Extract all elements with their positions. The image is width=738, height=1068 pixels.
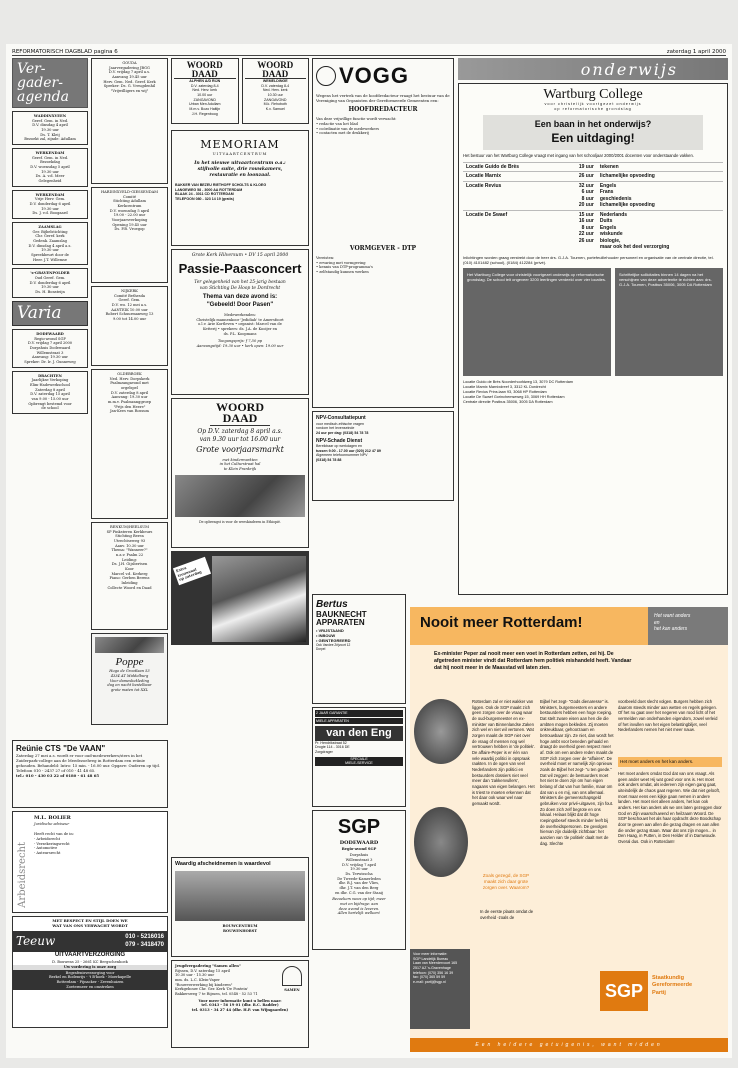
woord-daad-logo-3: WOORD DAAD — [210, 402, 270, 426]
rotterdam-quote1: Zoals gezegd, de SGP maakt zich daar grote zorgen over. Waarom? — [482, 873, 530, 890]
onderwijs-banner — [458, 58, 728, 80]
varia-item — [12, 329, 88, 368]
job-subject: tekenen — [599, 163, 619, 170]
sgp-regio-foot: Bezoekers wees op tijd; meer met en bijdrage: aan deze avond is leveren. Allen hartelijk welkom! — [332, 897, 386, 916]
wartburg-photo-row — [463, 268, 723, 376]
vogg-emblem-icon — [316, 66, 336, 86]
wartburg-headline2: Een uitdaging! — [551, 130, 635, 145]
page-header — [12, 44, 726, 56]
passie-body: Medewerkenden: Christelijk mannenkoor 'Jedidiah' te Amersfoort o.l.v. Arie Kortleven • organist: Marcel van de Ketterij • sprekers: ds. J.A. de Kooijer en ds. P.L. Koopmans — [196, 312, 284, 336]
onderwijs-section — [458, 58, 728, 602]
wartburg-ad — [458, 83, 728, 595]
npv-t2: voor medisch-ethische vragen — [316, 421, 364, 426]
varia-item — [12, 371, 88, 414]
passie-top: Grote Kerk Hilversum • DV 15 april 2000 — [191, 253, 289, 258]
woord3-title: Grote voorjaarsmarkt — [196, 445, 284, 455]
teeuw-title: UITVAARTVERZORGING — [54, 952, 126, 959]
npv-t6: Bereikbaar op werkdagen en — [316, 444, 362, 449]
woord-daad-logo-2: WOORD DAAD — [245, 61, 307, 79]
vergader-place: ZAAMSLAG — [38, 225, 62, 230]
memoriam-address: BAKKER VAN BEZEU RIETHOFF SCHOLTS & KLOEG LANGEWEG 58 - 3000 AA ROTTERDAM BLAAK 24 - 3011 CD ROTTERDAM TELEFOON 080 - 323 14 19 (gratis) — [175, 182, 267, 201]
job-hours: 15 uur 16 uur 8 uur 22 uur 26 uur — [578, 211, 594, 244]
vergader-header — [12, 58, 88, 108]
bolier-name: M.L. BOLIER — [34, 815, 71, 821]
wartburg-tagline: voor christelijk voortgezet onderwijs op reformatorische grondslag — [544, 102, 642, 111]
ads-column — [171, 58, 309, 758]
wartburg-side-text: Schriftelijke sollicitaties binnen 14 dagen na het verschijnen van deze advertentie te richten aan: drs. G.J.A. Tournen, Postbus 35006, 3005 DA Rotterdam — [619, 271, 712, 288]
vogg-title-2: VORMGEVER - DTP — [349, 245, 417, 253]
vergader-title: Ver- gader- agenda — [17, 61, 69, 105]
passie-lead: Ter gelegenheid van het 25-jarig bestaan van Stichting De Hoop te Dordrecht — [194, 279, 286, 291]
varia-text: Regio-avond SGP D.V. vrijdag 7 april 2000 Dorpshuis Dodewaard Willemstraat 3 Aanvang: 19.30 uur Spreker: Dr. Ir. J. Gunneweg — [24, 336, 76, 364]
rotterdam-col3: voorbeeld doet slecht volgen. Burgers hebben zich daarom steeds minder aan wetten en regels gelegen. Of het nu gaat over het negeren van rood licht of het vermelden van onderhanden eigendom, zowel verleid of het invullen van het eigen belastingbiljet, veel Nederlanders nemen het niet meer nauw. — [618, 699, 718, 733]
woord-daad-pair — [171, 58, 309, 127]
varia-header — [12, 301, 88, 326]
sgp-regio-body: Dorpshuis Willemstraat 3 D.V. vrijdag 7 april 19.30 uur Ds. Terwisscha De Tweede-Kamerleden dhr. B.J. van der Vlies, dhr. J.T. van den Berg en dhr. C.G. van der Staaij — [335, 853, 383, 895]
right-ads-column — [312, 594, 406, 1054]
job-location: Locatie De Swaef — [466, 211, 508, 218]
job-subject: Engels Frans geschiedenis lichamelijke opvoeding — [599, 182, 655, 209]
job-row — [463, 172, 723, 182]
teeuw-top: MET RESPECT EN STIJL DOEN WE WAT VAN ONS VERWACHT WORDT — [52, 918, 128, 928]
vergader-item — [12, 148, 88, 187]
vergader-item — [12, 111, 88, 145]
newspaper-page — [6, 44, 732, 1058]
rotterdam-slogan: Een heldere getuigenis, want midden — [410, 1038, 728, 1052]
vdeng-g1: 2 JAAR GARANTIE — [315, 710, 403, 717]
waardig-footer: ROUWCENTRUM ROUWENHORST — [222, 924, 258, 933]
notice-hardinxveld: HARDINXVELD-GIESSENDAM Comité Stichting Adullam Kerkcentrum D.V. woensdag 5 april 19.00 - 22.00 uur Voorjaarsverkoping Opening 19.45 uur Ds. P.B. Vroegop — [91, 187, 168, 283]
woord3-time: van 9.30 uur tot 16.00 uur — [199, 435, 281, 443]
memoriam-sub: UITVAARTCENTRUM — [212, 152, 268, 157]
header-left: REFORMATORISCH DAGBLAD pagina 6 — [12, 49, 118, 55]
rotterdam-col1b: In de eerste plaats omdat de overheid -zoals de — [480, 909, 534, 920]
passie-title: Passie-Paasconcert — [178, 260, 302, 276]
notice-renkum: RENKUM/HEELSUM SP Pinksteren Kerkbeurs Stichting Berea Utrechtseweg 93 Aanv. 10.30 uur Thema: "Wanneer?" n.a.v. Psalm 22 Leiding: Ds. J.H. Gijsbertsen Koor Marcel v.d. Kerkerg Piano: Gerben Berens Inleiding Collecte Woord en Daad — [91, 522, 168, 630]
npv-t7: tussen 9.00 - 17.00 uur (020) 212 47 89 — [316, 448, 381, 453]
wartburg-photo-text: Het Wartburg College voor christelijk voortgezet onderwijs op reformatorische grondslag. De school telt ongeveer 3200 leerlingen verdeeld over vier locaties. — [467, 271, 606, 283]
memoriam-title: MEMORIAM — [200, 138, 280, 151]
reunie-tel: tel.: 010 - 430 03 22 of 0180 - 61 48 65 — [16, 773, 100, 779]
wedding-caption: Extra trouwzaal op zaterdag — [173, 557, 211, 586]
varia-place: DRACHTEN — [38, 373, 62, 378]
bertus-note: Ook Vandee Zrijvoort 12 Dorpel — [316, 643, 351, 652]
teeuw-address: D. Bouwens 25 - 2661 KC Bergschenhoek — [52, 960, 128, 965]
job-subject: Nederlands Duits Engels wiskunde biologie, maar ook het deel verzorging — [599, 211, 670, 251]
memoriam-tag: In het nieuwe uitvaartcentrum o.a.: stijlvolle suite, drie rouwkamers, restauratie en loonzaal. — [194, 160, 286, 178]
rotterdam-lead: Ex-minister Peper zal nooit meer een voet in Rotterdam zetten, zei hij. De afgetreden minister vindt dat Rotterdam hem politiek mishandeld heeft. Vandaar dat hij nooit meer in de Maasstad wil laten zien. — [434, 651, 632, 672]
reunie-body: Zaterdag 27 mei a.s. wordt er voor oud-medewerkers/sters in het Zuiderpark-college aan de Meedezoelweg in Rotterdam een reünie gehouden. Behandeld: Intro: 15 min. - 16.00 uur. Opgave: Ouderen op tijd. Telefoon 010 - 2437 27 of 010 - 41 48 65. — [16, 753, 160, 774]
reunie-ad — [12, 740, 168, 808]
varia-place: DODEWAARD — [36, 331, 64, 336]
job-hours: 26 uur — [578, 173, 594, 180]
wartburg-photo — [463, 268, 611, 376]
varia-text: Jaarlijkse Verkoping Elim-Hadewerkschool Zaterdag 8 april D.V. zaterdag 15 april van 9.00 - 15.00 uur Opbrengt bestemd voor de school — [28, 378, 72, 411]
vergader-item — [12, 268, 88, 297]
woord1-lines: D.V. zaterdag 8-4 Ned. Herv. kerk 10.00 uur ZANGAVOND Urban Men Adullam M.m.v. Bozo Haltijn J.H. Regenboog — [188, 83, 221, 116]
varia-list — [12, 329, 88, 414]
sgp-party-name: Staatkundig Gereformeerde Partij — [652, 975, 693, 996]
vergader-place: WERKENDAM — [35, 192, 65, 197]
vergader-text: Vrije Herv. Gem. D.V. donderdag 6 april 19.30 uur Ds. J. v.d. Boogaard — [29, 197, 71, 216]
notice-oldebroek: OLDEBROEK Ned. Herv. Dorpskerk Psalmzangavond met orgelspel D.V. zaterdag 8 april Aanvang: 19.30 uur m.m.v. Psalmzanggroep "Prijs den Heere" Jan-Kees van Rossum — [91, 369, 168, 519]
wartburg-name: Wartburg College — [543, 87, 643, 102]
rotterdam-side-banner: Het want anders en het kan anders — [648, 607, 728, 645]
npv-t3: rondom het levenseinde — [316, 426, 355, 431]
vdeng-logo: van den Eng — [315, 726, 403, 740]
poppe-image — [95, 637, 164, 653]
vogg-logo-row — [316, 62, 450, 91]
notice-nijkerk: NIJKERK Comité Bethesda Geref. Gem. D.V. wo. 12 mei a.s. AANTEIK 10.00 uur Robert Schuurmanweg 13 9.00 tot 14.00 uur — [91, 286, 168, 366]
woord3-caption: De opbrengst is voor de weeskinderen in Ethiopië. — [199, 519, 281, 524]
sgp-regio-sub: Regio-avond SGP — [341, 846, 377, 851]
teeuw-foot: Begrafenisverzorging voor Berkel en Rodenrijs - 't B'hoek - Moerkapelle Rotterdam - Pijnacker - Zevenhuizen Zoetermeer en omstreken — [13, 970, 167, 991]
teeuw-band — [13, 931, 167, 953]
npv-t1: NPV-Consultatiepunt — [316, 415, 366, 421]
vergader-text: Geref. Gem. in Ned. D.V. dinsdag 4 april 19.30 uur Ds. T. Kleij Bezoekt zal, zijnde: Adullam — [24, 118, 76, 142]
varia-title: Varia — [17, 302, 62, 323]
woord-daad-logo-1: WOORD DAAD — [174, 61, 236, 79]
bolier-sub: Juridische adviseur — [34, 821, 70, 826]
vogg-requirements: Van deze vrijwillige functie wordt verwacht: • redactie van het blad • coördinatie van de medewerkers • contacten met de drukkerij — [316, 117, 397, 136]
woord-daad-market-ad — [171, 398, 309, 548]
rotterdam-col3b: Het moet anders omdat God dat van ons vraagt. Als geen ander weet Hij wat goed voor ons is. Het moet ook anders omdat, als iedereen zijn eigen gang gaat, uiteindelijk de chaos gaat regeren. Wie dat niet gelooft, moet maar eens een kijkje gaan nemen in andere landen. Het moet niet alleen anders, het kan ook anders. Het kan anders als we ons laten gezeggen door God en Zijn waarschuwend en heilzaam Woord. De SGP beschouwt het als haar opdracht deze Boodschap door te geven aan allen die gezag dragen en aan allen die onder gezag staan. Waar dat ons zijn mogen... in Den Haag, in Putten, in Den Helder of in Damwoude. Overal dus. Ook in Rotterdam! — [618, 771, 722, 845]
market-photo — [175, 475, 305, 517]
rotterdam-header — [410, 607, 648, 645]
wartburg-job-table — [463, 162, 723, 252]
vergader-place: WADDINXVEEN — [33, 114, 67, 118]
header-right: zaterdag 1 april 2000 — [666, 49, 726, 55]
rotterdam-col2: Bijbel het zegt- "Gods dienaresse" is. Ministers, burgemeesters en andere bestuurders hebben een hoge roeping. Dat stelt zware eisen aan hen die die ambten mogen bekleden. Zij moeten onkreukbaar, gehoorzaam en betrouwbaar zijn. Ze niet, dan wordt het hoge ambt voor beneden gehaald en draagt de overheid geen respect meer af. Ook om een andere reden maakt de SGP zich zorgen over de "affaires". De overheid moet er namelijk zijn opnieuw zoals de Bijbel het zegt- "u ten goede." Dat wil zeggen: de bestuurders moet het niet te doen zijn om hun eigen belang of dat van hun familie, maar om dat van u en mij, van ons allemaal. Ministers die gemeenschapsgeld gebruiken voor privé-uitgaven, zijn fout. Zo doen zich zelf begrote en ons lokaal. Helaas blijkt dat dit hoge roepingsbesef steeds minder leeft bij de overheidspersonen. De gevolgen hiervan zijn duidelijk zichtbaar: het aanzien van 'de politiek' daalt met de dag. Slechte — [540, 699, 614, 846]
bolier-side: Arbeidsrecht — [17, 842, 28, 908]
wartburg-intro: Het bestuur van het Wartburg College vraagt met ingang van het schooljaar 2000/2001 docenten voor onderstaande vakken. — [463, 153, 695, 159]
sgp-regio-ad — [312, 810, 406, 950]
sgp-logo: SGP — [600, 971, 648, 1011]
bertus-sub: • VRIJSTAAND • INBOUW • GEINTEGREERD — [316, 627, 351, 644]
job-hours: 19 uur — [578, 163, 594, 170]
woord3-date: Op D.V. zaterdag 8 april a.s. — [197, 427, 283, 435]
job-location: Locatie Revius — [466, 182, 502, 189]
waardig-ad — [171, 857, 309, 957]
vergader-list — [12, 111, 88, 298]
vergader-item — [12, 222, 88, 265]
woord1-city: ALPHEN A/D RIJN — [189, 79, 221, 84]
npv-ad — [312, 411, 454, 501]
vdeng-service: SPECIALE MIELE-SERVICE — [315, 757, 403, 766]
vogg-intro: Wegens het vertrek van de hoofdredacteur vraagt het bestuur van de Vereniging van Organisten der Gereformeerde Gemeenten een: — [316, 92, 450, 103]
wartburg-side — [615, 268, 723, 376]
vergader-text: Ger. Bijbelstichting Chr. Geref. kerk Gedenk. Zaamslag D.V. dinsdag 4 april a.s. 19.30 uur Spreekbeurt door de Heer. J.T. Willemse — [28, 229, 72, 262]
samen-ad — [171, 960, 309, 1048]
wartburg-headline1: Een baan in het onderwijs? — [534, 118, 652, 129]
job-row — [463, 162, 723, 172]
samen-body: Rijssen, D.V. zaterdag 15 april 10.30 uur - 15.30 uur mm. ds. L.C. Klein-Vaper "Rouwverwerking bij kinderen" Kerkgebouw Chr. Ger. Kerk 'De Fontein' Bakkersweg 7 te Rijssen, tel. 0548 - 52 53 71 — [175, 968, 258, 997]
wartburg-headline-box — [483, 115, 703, 150]
teeuw-phone1: 010 - 5216016 — [125, 933, 164, 940]
rotterdam-photo-1 — [414, 699, 468, 764]
samen-church-icon — [282, 966, 302, 986]
job-row — [463, 210, 723, 252]
sgp-rotterdam-ad — [410, 607, 728, 1052]
passie-ad — [171, 249, 309, 395]
woord3-location: met kindermarkten in het Culturstraat hal te Klein Frankrijk — [219, 457, 261, 472]
rouwcentrum-photo — [175, 871, 305, 921]
teeuw-bar: Uw vordering is onze zorg — [13, 965, 167, 970]
poppe-ad — [91, 633, 168, 725]
woord2-city: WEMELDINGE — [262, 79, 288, 84]
samen-logo-box — [279, 964, 305, 997]
vergader-text: Oud Geref. Gem. D.V. donderdag 6 april 19.30 uur Ds. H. Bonsteijn — [29, 276, 71, 295]
npv-t8: Algemeen telefoonnummer NPV — [316, 453, 368, 458]
bertus-logo: Bertus — [316, 599, 348, 610]
sgp-regio-place: DODEWAARD — [339, 840, 379, 846]
rotterdam-quote3: Het moet anders en het kan anders. — [618, 757, 722, 767]
bottom-left-block — [12, 740, 168, 1040]
job-hours: 32 uur 6 uur 8 uur 20 uur — [578, 182, 594, 209]
job-location: Locatie Marnix — [466, 173, 502, 180]
woord-daad-ad-2 — [242, 58, 310, 124]
teeuw-ad — [12, 916, 168, 1028]
rotterdam-title: Nooit meer Rotterdam! — [420, 614, 583, 631]
waardig-title: Waardig afscheidnemen is waardevol — [175, 861, 271, 867]
notices-column — [91, 58, 168, 748]
npv-t4: 24 uur per dag: (0318) 54 78 78 — [316, 430, 369, 435]
passie-price: Toegangsprijs: f 7,50 pp Aanvangstijd: 19.30 uur • kerk open: 19.00 uur — [196, 339, 284, 348]
teeuw-phone2: 079 - 3418470 — [125, 941, 164, 948]
bolier-ad — [12, 811, 168, 913]
wartburg-info: Inlichtingen worden graag verstrekt door de heer drs. G.J.A. Tournen, portefeuillehouder personeel en organisatie van de centrale directie, tel. (010) 4101482 (school), (0184) 412284 (privé). — [463, 254, 714, 265]
rotterdam-photo-2 — [414, 807, 468, 877]
vdeng-address: Pr. Hendrikstraat 52 Drogte 114 - 3016 DE Zorgdrager — [315, 740, 350, 754]
passie-theme: Thema van deze avond is: "Gebeeld! Door Pasen" — [202, 294, 278, 309]
sgp-regio-logo: SGP — [337, 816, 381, 838]
job-row — [463, 181, 723, 210]
woord-daad-ad-1 — [171, 58, 239, 124]
vergader-text: Geref. Gem. in Ned. Bezoekdag D.V. woensdag 5 april 19.30 uur Ds. A. v.d. Meer Gelegenheid — [30, 155, 70, 184]
bertus-ad — [312, 594, 406, 704]
wedding-photo — [212, 556, 306, 642]
wartburg-addresses: Locatie Guido de Brès Noorderhoofdweg 13, 3079 DC Rotterdam Locatie Marnix Marnixdreef 3, 3312 KL Dordrecht Locatie Revius Prins.laan 93, 3068 HP Rotterdam Locatie De Swaef Gorinchemseweg 15, 3069 HH Rotterdam Centrale directie Postbus 35006, 3005 DA Rotterdam — [463, 379, 573, 404]
vogg-column — [312, 58, 454, 598]
vdeng-ad — [312, 707, 406, 807]
onderwijs-banner-text: onderwijs — [580, 60, 678, 79]
vogg-requirements-2: Vereisten: • ervaring met vormgeving • kennis van DTP-programma's • zelfstandig kunnen werken — [316, 256, 373, 275]
bottom-center-ads — [171, 857, 309, 1052]
rotterdam-info: Voor meer informatie: SGP Landelijk Bureau Laan van Meerdervoort 165 2517 AZ 's-Gravenhage telefoon: (070) 356 16 39 fax: (070) 365 59 59 e-mail: partij@sgp.nl — [410, 949, 470, 1029]
notice-gouda: GOUDA Jaarvergadering JBGG D.V. vrijdag 7 april a.s. Aanvang 19.45 uur Herv. Gem. Ned. Geref. Kerk Spreker: Ds. G. Vreugdenhil "Vrijwilligers en wij" — [91, 58, 168, 184]
bertus-main: BAUKNECHT APPARATEN — [316, 610, 367, 628]
wedding-ad — [171, 551, 309, 645]
npv-t9: (0318) 54 78 88 — [316, 458, 342, 463]
vergader-place: WERKENDAM — [35, 151, 65, 156]
vergader-place: 's-GRAVENPOLDER — [30, 271, 70, 276]
reunie-title: Reünie CTS "De VAAN" — [16, 744, 106, 753]
vogg-logo: VOGG — [339, 63, 410, 88]
samen-title: Jeugdvergadering "Samen allen" — [175, 964, 241, 968]
woord2-lines: D.V. zaterdag 8-4 Ned. Herv. kerk 10.30 uur ZANGAVOND M.k. Rehoboth K.v. Samuel — [261, 83, 290, 112]
memoriam-ad — [171, 130, 309, 246]
poppe-body: Hugo de Grootlaan 53 4334 AT Middelburg Voor damesbekleding dag en nacht bestelbaar grote maten tot XXL — [107, 669, 152, 692]
samen-logo: SAMEN — [284, 988, 300, 992]
poppe-title: Poppe — [115, 656, 144, 668]
job-location: Locatie Guido de Brès — [466, 163, 520, 170]
rotterdam-col1: Rotterdam zal er niet wakker van liggen. Ook de SGP maakt zich geen zorgen over de vraag waar de oud-burgemeester en ex-minister van Binnenlandse Zaken zich wel en niet wil vertonen. Wat zorgen maakt de SGP niet over de vraag of mensen nog wel vertrouwen hebben in 'de politiek'. De affaire-Peper is er één van vele waarbij politici in opspraak raakten. In de ogen van veel Nederlanders zijn politici en bestuurders dossiers niet veel meer dan 'zakkenvullers', nagaans van eigen belangen. Het is triest te moeten erkennen dat het daar ook waar wel naar gemaakt wordt. — [472, 699, 536, 807]
teeuw-logo: Teeuw — [16, 933, 56, 948]
npv-t5: NPV-Schade Dienst — [316, 437, 363, 444]
bolier-items: Heeft recht van de in: - Arbeidsrecht - Verzekeringsrecht - Automotive - Auteursrecht — [34, 832, 74, 855]
vdeng-g2: MIELE APPARATEN — [315, 718, 403, 725]
samen-foot: Voor meer informatie kunt u bellen naar: tel. 0343 - 56 19 01 (dhr. R.C. Radder) tel. 0313 - 34 27 44 (dhr. H.P. van Wijngaarden) — [191, 998, 289, 1013]
vogg-ad — [312, 58, 454, 408]
vogg-title: HOOFDREDACTEUR — [348, 106, 418, 114]
vergader-item — [12, 190, 88, 219]
job-subject: lichamelijke opvoeding — [599, 173, 655, 180]
